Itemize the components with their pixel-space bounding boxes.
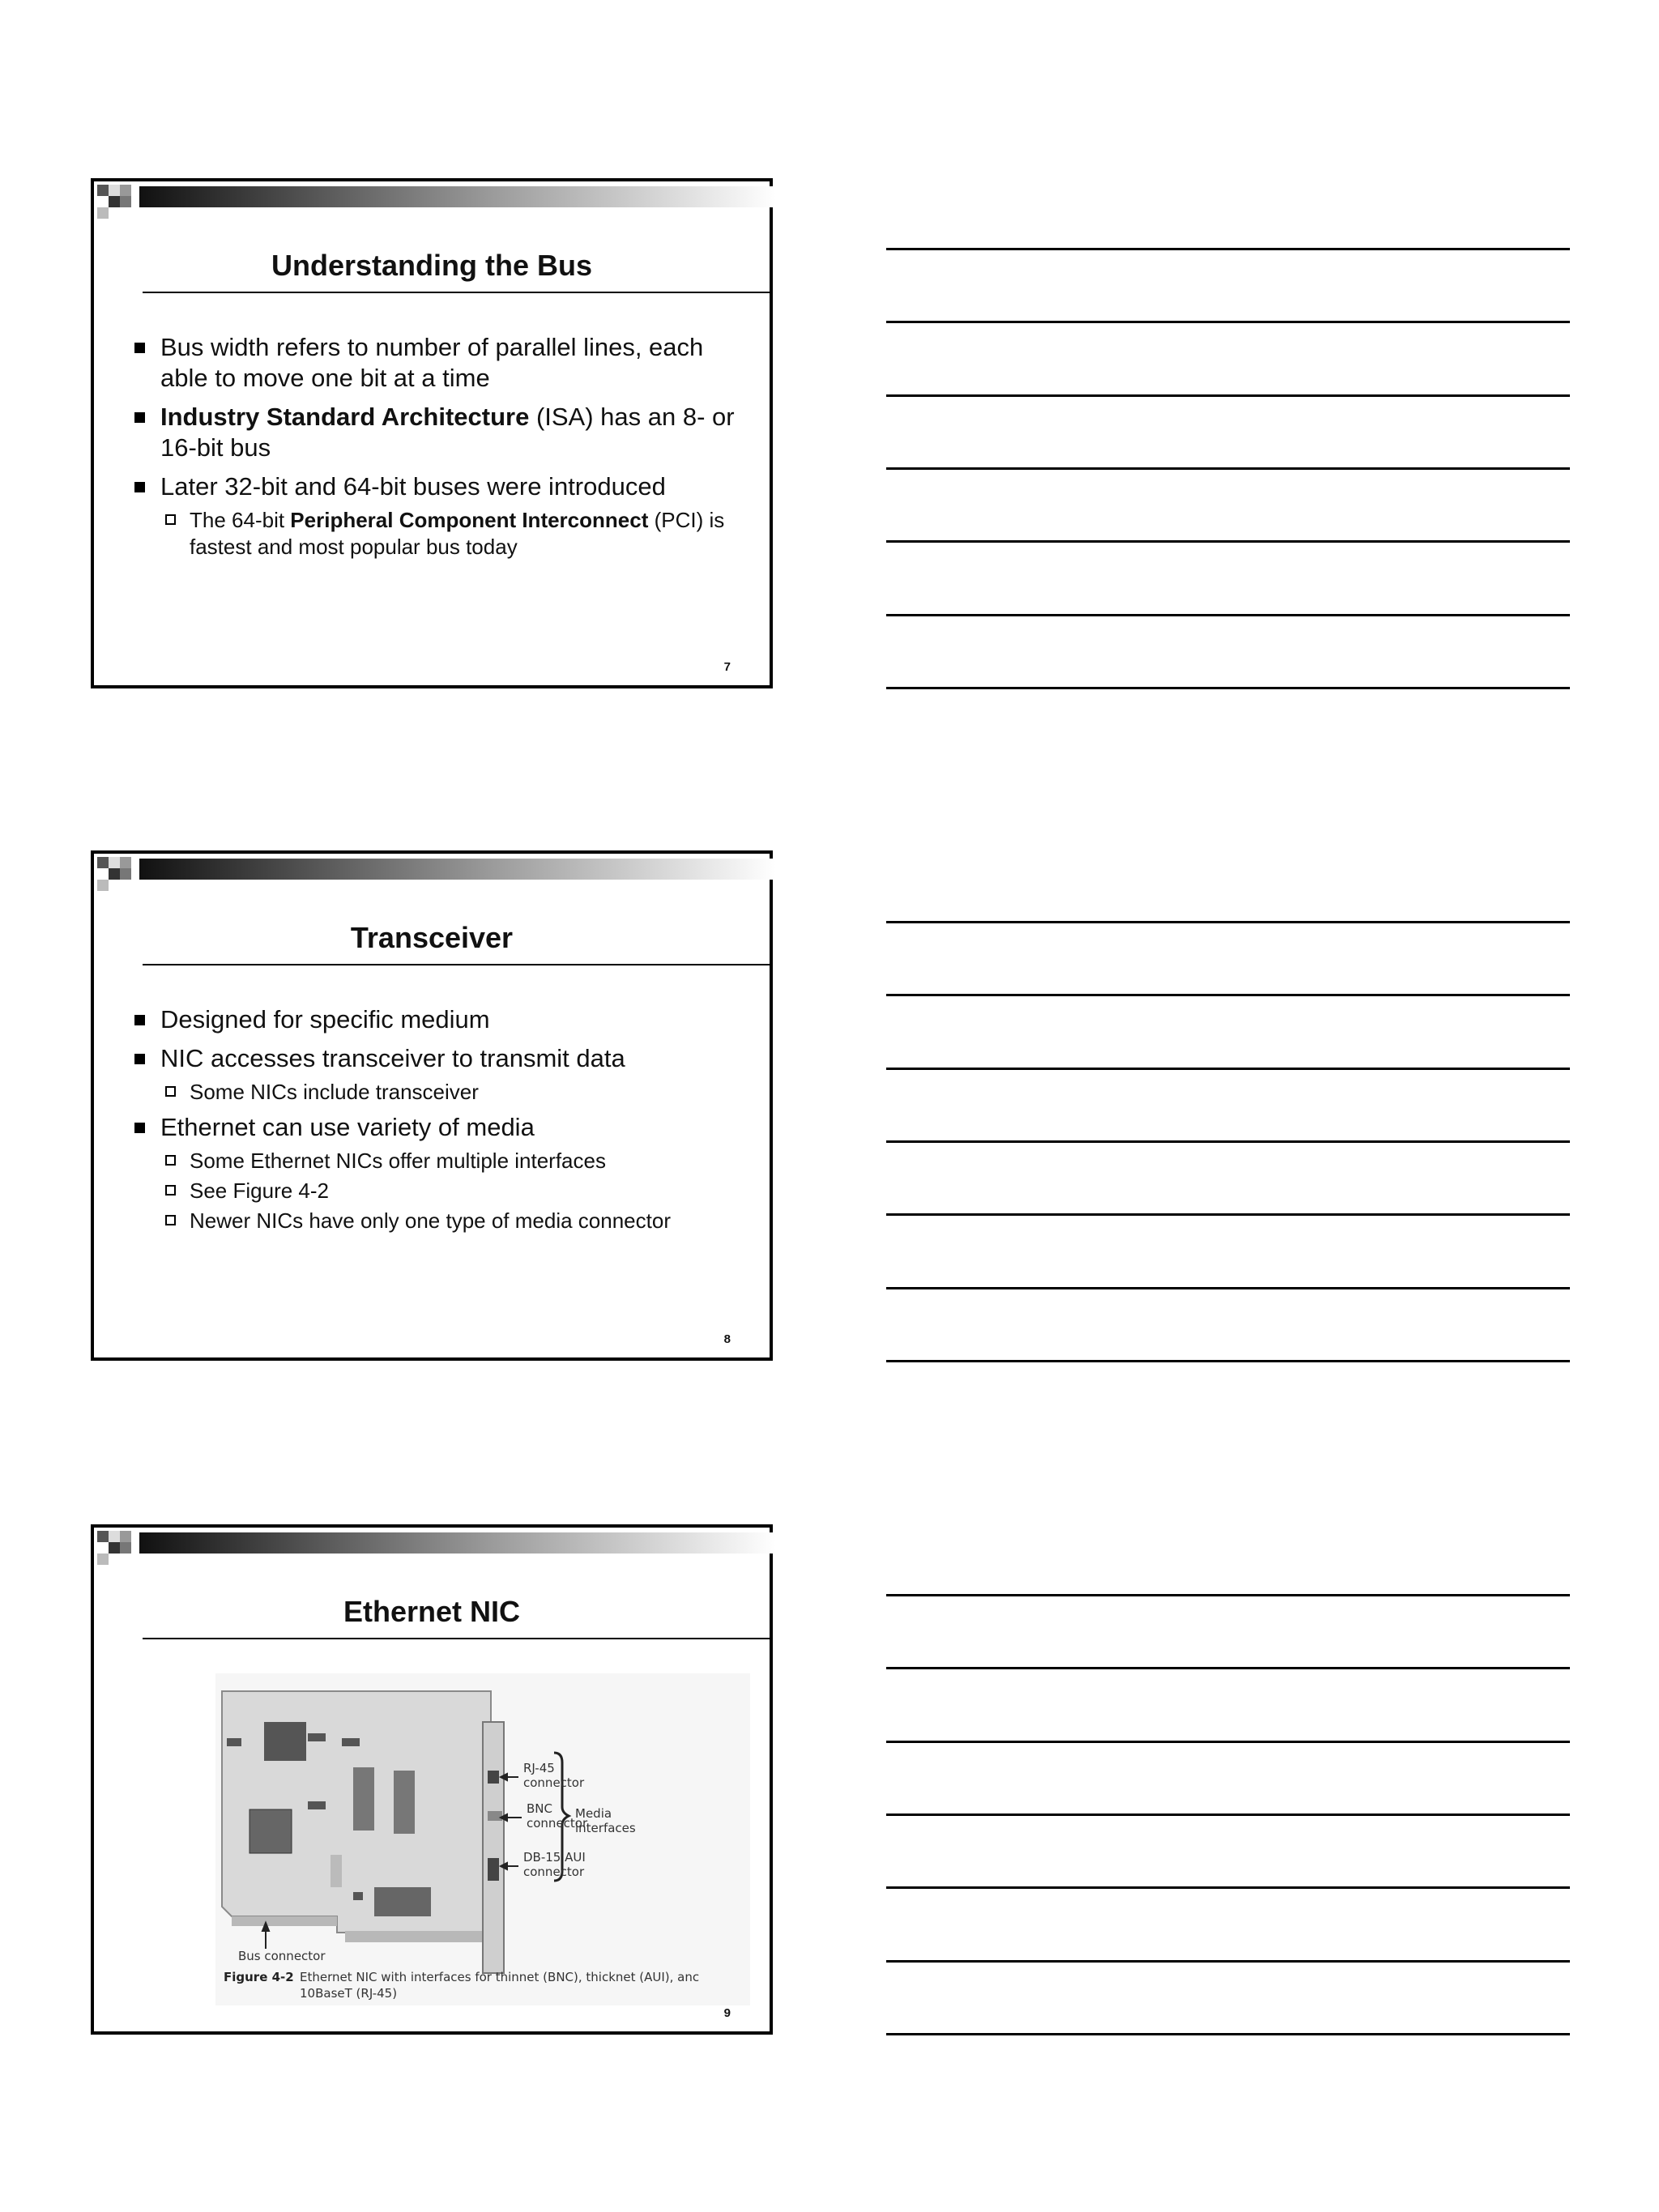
bullet-text: Ethernet can use variety of media [160, 1113, 535, 1141]
slide-title: Understanding the Bus [271, 249, 593, 282]
slide-7 [91, 178, 773, 688]
note-line [886, 1886, 1570, 1889]
sub-bullet [130, 1148, 737, 1174]
slide-body [130, 1004, 737, 1241]
slide-header-decoration [94, 181, 776, 224]
note-line [886, 1360, 1570, 1362]
bullet-bold-text: Industry Standard Architecture [160, 403, 530, 431]
sub-bullet-text: The 64-bit [190, 508, 291, 532]
aui-label-line1: DB-15 AUI [523, 1850, 586, 1865]
note-line [886, 1813, 1570, 1816]
rj45-label-line1: RJ-45 [523, 1761, 555, 1775]
page-number: 9 [723, 2006, 731, 2020]
bnc-label-line1: BNC [527, 1801, 552, 1816]
figure-caption-number: Figure 4-2 [224, 1970, 294, 1984]
hollow-square-bullet-icon [165, 514, 176, 525]
square-bullet-icon [134, 412, 145, 423]
square-bullet-icon [134, 482, 145, 492]
sub-bullet [130, 1079, 737, 1106]
bullet-text: Later 32-bit and 64-bit buses were introduced [160, 472, 666, 501]
sub-bullet [130, 507, 737, 560]
bullet [130, 1004, 737, 1035]
slide-9 [91, 1524, 773, 2035]
note-line [886, 467, 1570, 470]
note-line [886, 321, 1570, 323]
sub-bullet-bold-text: Peripheral Component Interconnect [290, 508, 649, 532]
note-line [886, 1960, 1570, 1963]
slide-body [130, 332, 737, 567]
slide-8 [91, 850, 773, 1361]
note-line [886, 540, 1570, 543]
rj45-label-line2: connector [523, 1775, 585, 1790]
slide-header-decoration [94, 1528, 776, 1570]
bullet [130, 471, 737, 502]
sub-bullet-text: See Figure 4-2 [190, 1178, 329, 1203]
square-bullet-icon [134, 343, 145, 353]
bus-connector-label: Bus connector [238, 1949, 326, 1963]
square-bullet-icon [134, 1054, 145, 1064]
figure-caption-line2: 10BaseT (RJ-45) [300, 1986, 398, 2001]
hollow-square-bullet-icon [165, 1185, 176, 1196]
note-line [886, 1594, 1570, 1596]
note-line [886, 248, 1570, 250]
note-line [886, 1741, 1570, 1743]
note-line [886, 394, 1570, 397]
note-line [886, 687, 1570, 689]
note-line [886, 1667, 1570, 1669]
page-number: 8 [723, 1332, 731, 1346]
note-line [886, 994, 1570, 996]
bullet [130, 332, 737, 394]
slide-title: Transceiver [350, 921, 514, 954]
sub-bullet [130, 1178, 737, 1204]
ethernet-nic-figure [215, 1673, 750, 2005]
sub-bullet-text: (PCI) is fastest and most popular bus today [190, 508, 725, 559]
square-bullet-icon [134, 1123, 145, 1133]
bullet [130, 402, 737, 463]
note-line [886, 921, 1570, 923]
aui-label [523, 1850, 590, 1879]
media-label-line1: Media [575, 1806, 612, 1821]
bullet [130, 1043, 737, 1074]
note-line [886, 1068, 1570, 1070]
note-line [886, 614, 1570, 616]
note-line [886, 1287, 1570, 1289]
sub-bullet-text: Some NICs include transceiver [190, 1080, 479, 1104]
sub-bullet [130, 1208, 737, 1234]
square-bullet-icon [134, 1015, 145, 1025]
media-label-line2: interfaces [575, 1821, 636, 1835]
slide-header-decoration [94, 854, 776, 896]
sub-bullet-text: Newer NICs have only one type of media connector [190, 1208, 671, 1233]
hollow-square-bullet-icon [165, 1086, 176, 1097]
bnc-label-line2: connector [527, 1816, 588, 1831]
hollow-square-bullet-icon [165, 1155, 176, 1166]
bullet-text: Designed for specific medium [160, 1005, 490, 1034]
note-line [886, 1140, 1570, 1143]
note-line [886, 1213, 1570, 1216]
slide-title: Ethernet NIC [343, 1595, 521, 1628]
hollow-square-bullet-icon [165, 1215, 176, 1225]
bullet-text: NIC accesses transceiver to transmit data [160, 1044, 625, 1072]
figure-caption-line1: Ethernet NIC with interfaces for thinnet (BNC), thicknet (AUI), anc [300, 1970, 700, 1984]
bullet [130, 1112, 737, 1143]
title-rule [143, 1638, 770, 1639]
bullet-text: (ISA) has an 8- or 16-bit bus [160, 403, 735, 462]
sub-bullet-text: Some Ethernet NICs offer multiple interfaces [190, 1149, 606, 1173]
title-rule [143, 964, 770, 965]
bullet-text: Bus width refers to number of parallel lines, each able to move one bit at a time [160, 333, 704, 392]
page-number: 7 [723, 660, 731, 674]
note-line [886, 2033, 1570, 2035]
aui-label-line2: connector [523, 1865, 585, 1879]
title-rule [143, 292, 770, 293]
